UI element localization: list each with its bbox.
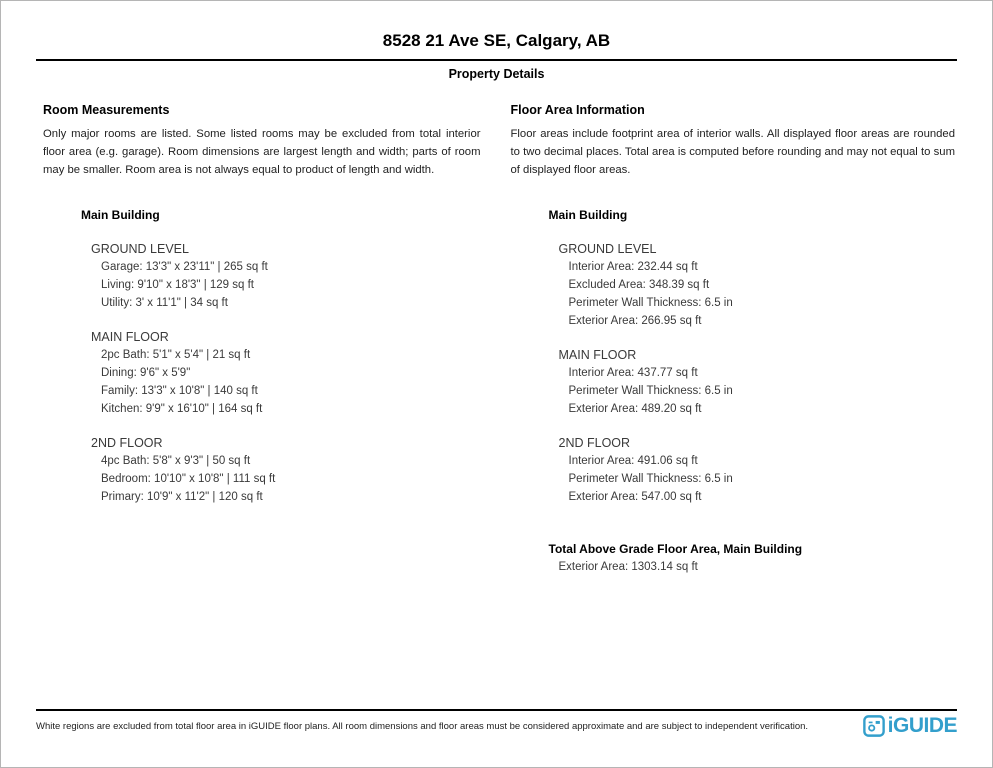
total-exterior-area: Exterior Area: 1303.14 sq ft	[558, 561, 698, 573]
level-second	[91, 434, 481, 506]
iguide-logo-text: iGUIDE	[887, 714, 957, 737]
room-measurements-description: Only major rooms are listed. Some listed rooms may be excluded from total interior floor area (e.g. garage). Room dimensions are largest length and width; parts of room may be smaller. Room area is not always equal to product of length and width.	[43, 128, 481, 176]
page-subtitle: Property Details	[448, 67, 545, 81]
room-measurements-heading: Room Measurements	[43, 103, 170, 117]
level-ground	[559, 240, 956, 330]
room-measurements-building	[81, 206, 481, 506]
area-line: Perimeter Wall Thickness: 6.5 in	[568, 385, 733, 397]
building-name: Main Building	[548, 208, 628, 222]
level-second	[559, 434, 956, 506]
area-line: Interior Area: 491.06 sq ft	[568, 455, 698, 467]
area-line: Interior Area: 437.77 sq ft	[568, 367, 698, 379]
content-columns	[1, 103, 992, 576]
floor-area-description: Floor areas include footprint area of interior walls. All displayed floor areas are rounded to two decimal places. Total area is computed before rounding and may not equal to sum of displayed floor areas.	[510, 128, 955, 176]
page-footer	[36, 709, 957, 737]
floor-area-section	[497, 103, 958, 576]
area-line: Excluded Area: 348.39 sq ft	[568, 279, 710, 291]
level-name: MAIN FLOOR	[91, 330, 169, 344]
level-name: GROUND LEVEL	[91, 242, 189, 256]
level-name: 2ND FLOOR	[558, 436, 631, 450]
area-line: Perimeter Wall Thickness: 6.5 in	[568, 297, 733, 309]
level-ground	[91, 240, 481, 312]
total-above-grade-block	[549, 540, 956, 576]
page-title: 8528 21 Ave SE, Calgary, AB	[382, 31, 611, 50]
level-name: MAIN FLOOR	[558, 348, 637, 362]
room-line: Utility: 3' x 11'1" | 34 sq ft	[101, 297, 228, 309]
iguide-logo	[863, 715, 957, 737]
building-name: Main Building	[81, 208, 160, 222]
floor-area-heading: Floor Area Information	[510, 103, 645, 117]
area-line: Exterior Area: 266.95 sq ft	[568, 315, 702, 327]
room-line: 2pc Bath: 5'1" x 5'4" | 21 sq ft	[101, 349, 251, 361]
area-line: Exterior Area: 489.20 sq ft	[568, 403, 702, 415]
room-line: Garage: 13'3" x 23'11" | 265 sq ft	[101, 261, 268, 273]
room-line: Kitchen: 9'9" x 16'10" | 164 sq ft	[101, 403, 263, 415]
level-name: GROUND LEVEL	[558, 242, 657, 256]
area-line: Exterior Area: 547.00 sq ft	[568, 491, 702, 503]
room-line: Living: 9'10" x 18'3" | 129 sq ft	[101, 279, 254, 291]
room-measurements-section	[36, 103, 497, 576]
iguide-logo-icon	[863, 715, 885, 737]
room-line: 4pc Bath: 5'8" x 9'3" | 50 sq ft	[101, 455, 251, 467]
area-line: Perimeter Wall Thickness: 6.5 in	[568, 473, 733, 485]
room-line: Dining: 9'6" x 5'9"	[101, 367, 191, 379]
room-line: Bedroom: 10'10" x 10'8" | 111 sq ft	[101, 473, 276, 485]
room-line: Family: 13'3" x 10'8" | 140 sq ft	[101, 385, 258, 397]
total-above-grade-heading: Total Above Grade Floor Area, Main Building	[548, 542, 803, 556]
area-line: Interior Area: 232.44 sq ft	[568, 261, 698, 273]
room-line: Primary: 10'9" x 11'2" | 120 sq ft	[101, 491, 263, 503]
level-main	[559, 346, 956, 418]
title-divider	[36, 59, 957, 61]
floor-area-building	[549, 206, 956, 506]
level-main	[91, 328, 481, 418]
page-header	[1, 1, 992, 82]
footer-disclaimer: White regions are excluded from total floor area in iGUIDE floor plans. All room dimensions and floor areas must be considered approximate and are subject to independent verification.	[36, 720, 809, 732]
level-name: 2ND FLOOR	[91, 436, 163, 450]
